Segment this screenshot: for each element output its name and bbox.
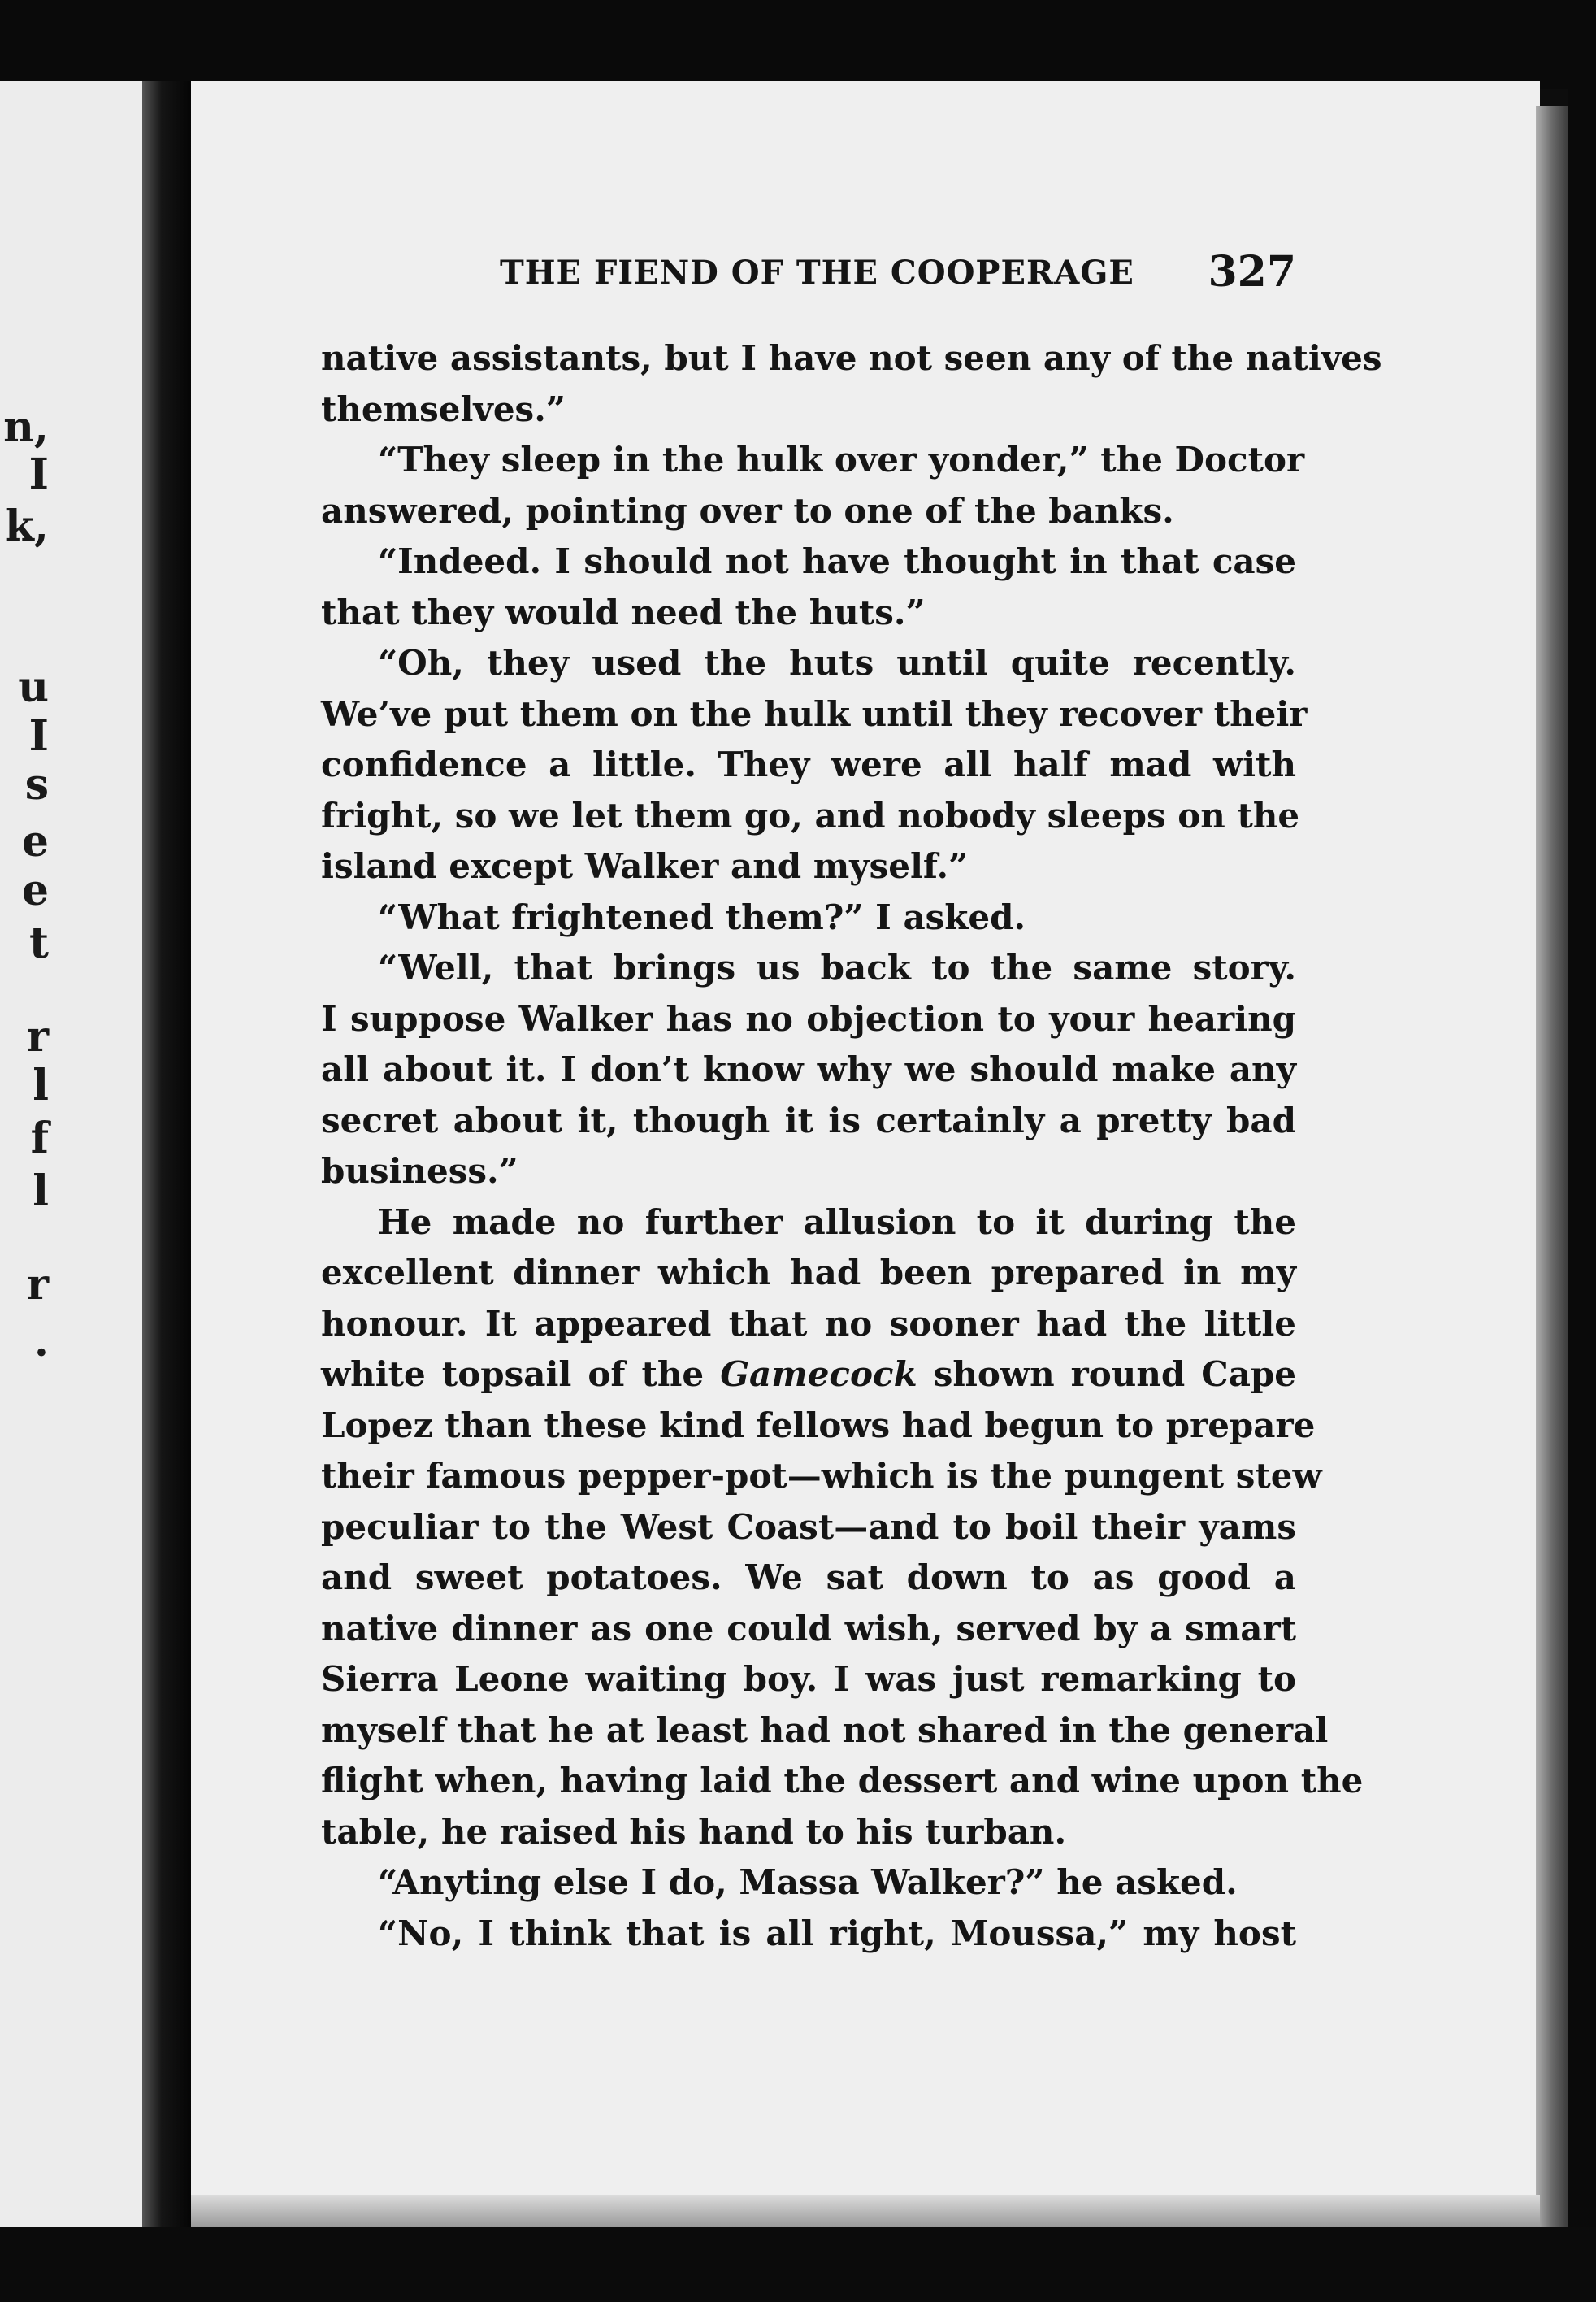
text-line: and sweet potatoes. We sat down to as good a — [321, 1557, 1296, 1597]
left-page-fragment: t — [28, 919, 49, 968]
text-line: “Indeed. I should not have thought in that case — [378, 541, 1296, 581]
text-line: “No, I think that is all right, Moussa,” my host — [378, 1913, 1296, 1953]
left-page-fragment: f — [30, 1114, 49, 1163]
left-page-fragment: I — [28, 450, 49, 499]
text-line: native assistants, but I have not seen any of the natives — [321, 338, 1382, 378]
text-line: He made no further allusion to it during the — [378, 1201, 1296, 1242]
text-line: that they would need the huts.” — [321, 592, 926, 632]
text-line: Lopez than these kind fellows had begun to prepare — [321, 1405, 1316, 1445]
left-page-fragment: e — [21, 866, 49, 915]
text-line: fright, so we let them go, and nobody sleeps on the — [321, 795, 1300, 836]
text-line: honour. It appeared that no sooner had the little — [321, 1303, 1296, 1344]
text-line — [321, 1349, 1296, 1401]
text-line: Sierra Leone waiting boy. I was just remarking to — [321, 1659, 1296, 1699]
text-line: business.” — [321, 1151, 518, 1191]
left-page-fragment: r — [26, 1260, 49, 1310]
text-line: myself that he at least had not shared in the general — [321, 1709, 1329, 1750]
page-number: 327 — [1208, 247, 1296, 297]
left-page-fragment: n, — [3, 402, 49, 452]
left-page-fragment: l — [33, 1166, 49, 1216]
text-line: confidence a little. They were all half mad with — [321, 745, 1296, 784]
text-line: flight when, having laid the dessert and wine upon the — [321, 1761, 1364, 1800]
text-line: themselves.” — [321, 389, 566, 429]
left-page-fragment: e — [21, 817, 49, 867]
text-line: We’ve put them on the hulk until they recover their — [321, 693, 1308, 734]
text-line: all about it. I don’t know why we should make any — [321, 1049, 1296, 1089]
text-line: table, he raised his hand to his turban. — [321, 1811, 1067, 1852]
page-edge-bottom — [191, 2195, 1540, 2227]
text-line: “They sleep in the hulk over yonder,” the Doctor — [378, 440, 1305, 480]
scan-top-border — [0, 0, 1596, 89]
left-page-fragment: k, — [4, 502, 49, 551]
left-page-fragment: I — [28, 711, 49, 761]
text-line: excellent dinner which had been prepared in my — [321, 1253, 1296, 1292]
ship-name: Gamecock — [720, 1354, 917, 1394]
body-text — [321, 333, 1382, 1959]
text-line: “What frightened them?” I asked. — [378, 897, 1026, 937]
text-line: I suppose Walker has no objection to your hearing — [321, 998, 1296, 1039]
text-line: their famous pepper-pot—which is the pungent stew — [321, 1456, 1322, 1496]
text-segment: shown round Cape — [917, 1354, 1296, 1394]
text-line: native dinner as one could wish, served by a smart — [321, 1608, 1296, 1648]
scan-bottom-border — [0, 2227, 1596, 2302]
scan-right-border — [1568, 0, 1596, 2302]
book-gutter — [142, 81, 191, 2243]
left-page-fragment: . — [33, 1317, 49, 1366]
text-segment: white topsail of the — [321, 1354, 721, 1394]
running-head: THE FIEND OF THE COOPERAGE — [500, 254, 1134, 292]
page-edge-right — [1536, 106, 1568, 2243]
text-line: “Oh, they used the huts until quite recently. — [378, 643, 1296, 683]
text-line: “Well, that brings us back to the same story. — [378, 948, 1296, 988]
left-page-fragment: l — [33, 1061, 49, 1110]
text-line: peculiar to the West Coast—and to boil their yams — [321, 1506, 1296, 1547]
text-line: answered, pointing over to one of the banks. — [321, 490, 1174, 531]
text-line: secret about it, though it is certainly a pretty bad — [321, 1100, 1296, 1140]
left-page-fragment: s — [24, 760, 49, 810]
page-header — [321, 247, 1296, 302]
left-page-fragment: u — [18, 662, 49, 712]
text-line: “Anyting else I do, Massa Walker?” he asked. — [378, 1862, 1238, 1902]
text-line: island except Walker and myself.” — [321, 846, 969, 886]
left-page-fragment: r — [26, 1012, 49, 1062]
